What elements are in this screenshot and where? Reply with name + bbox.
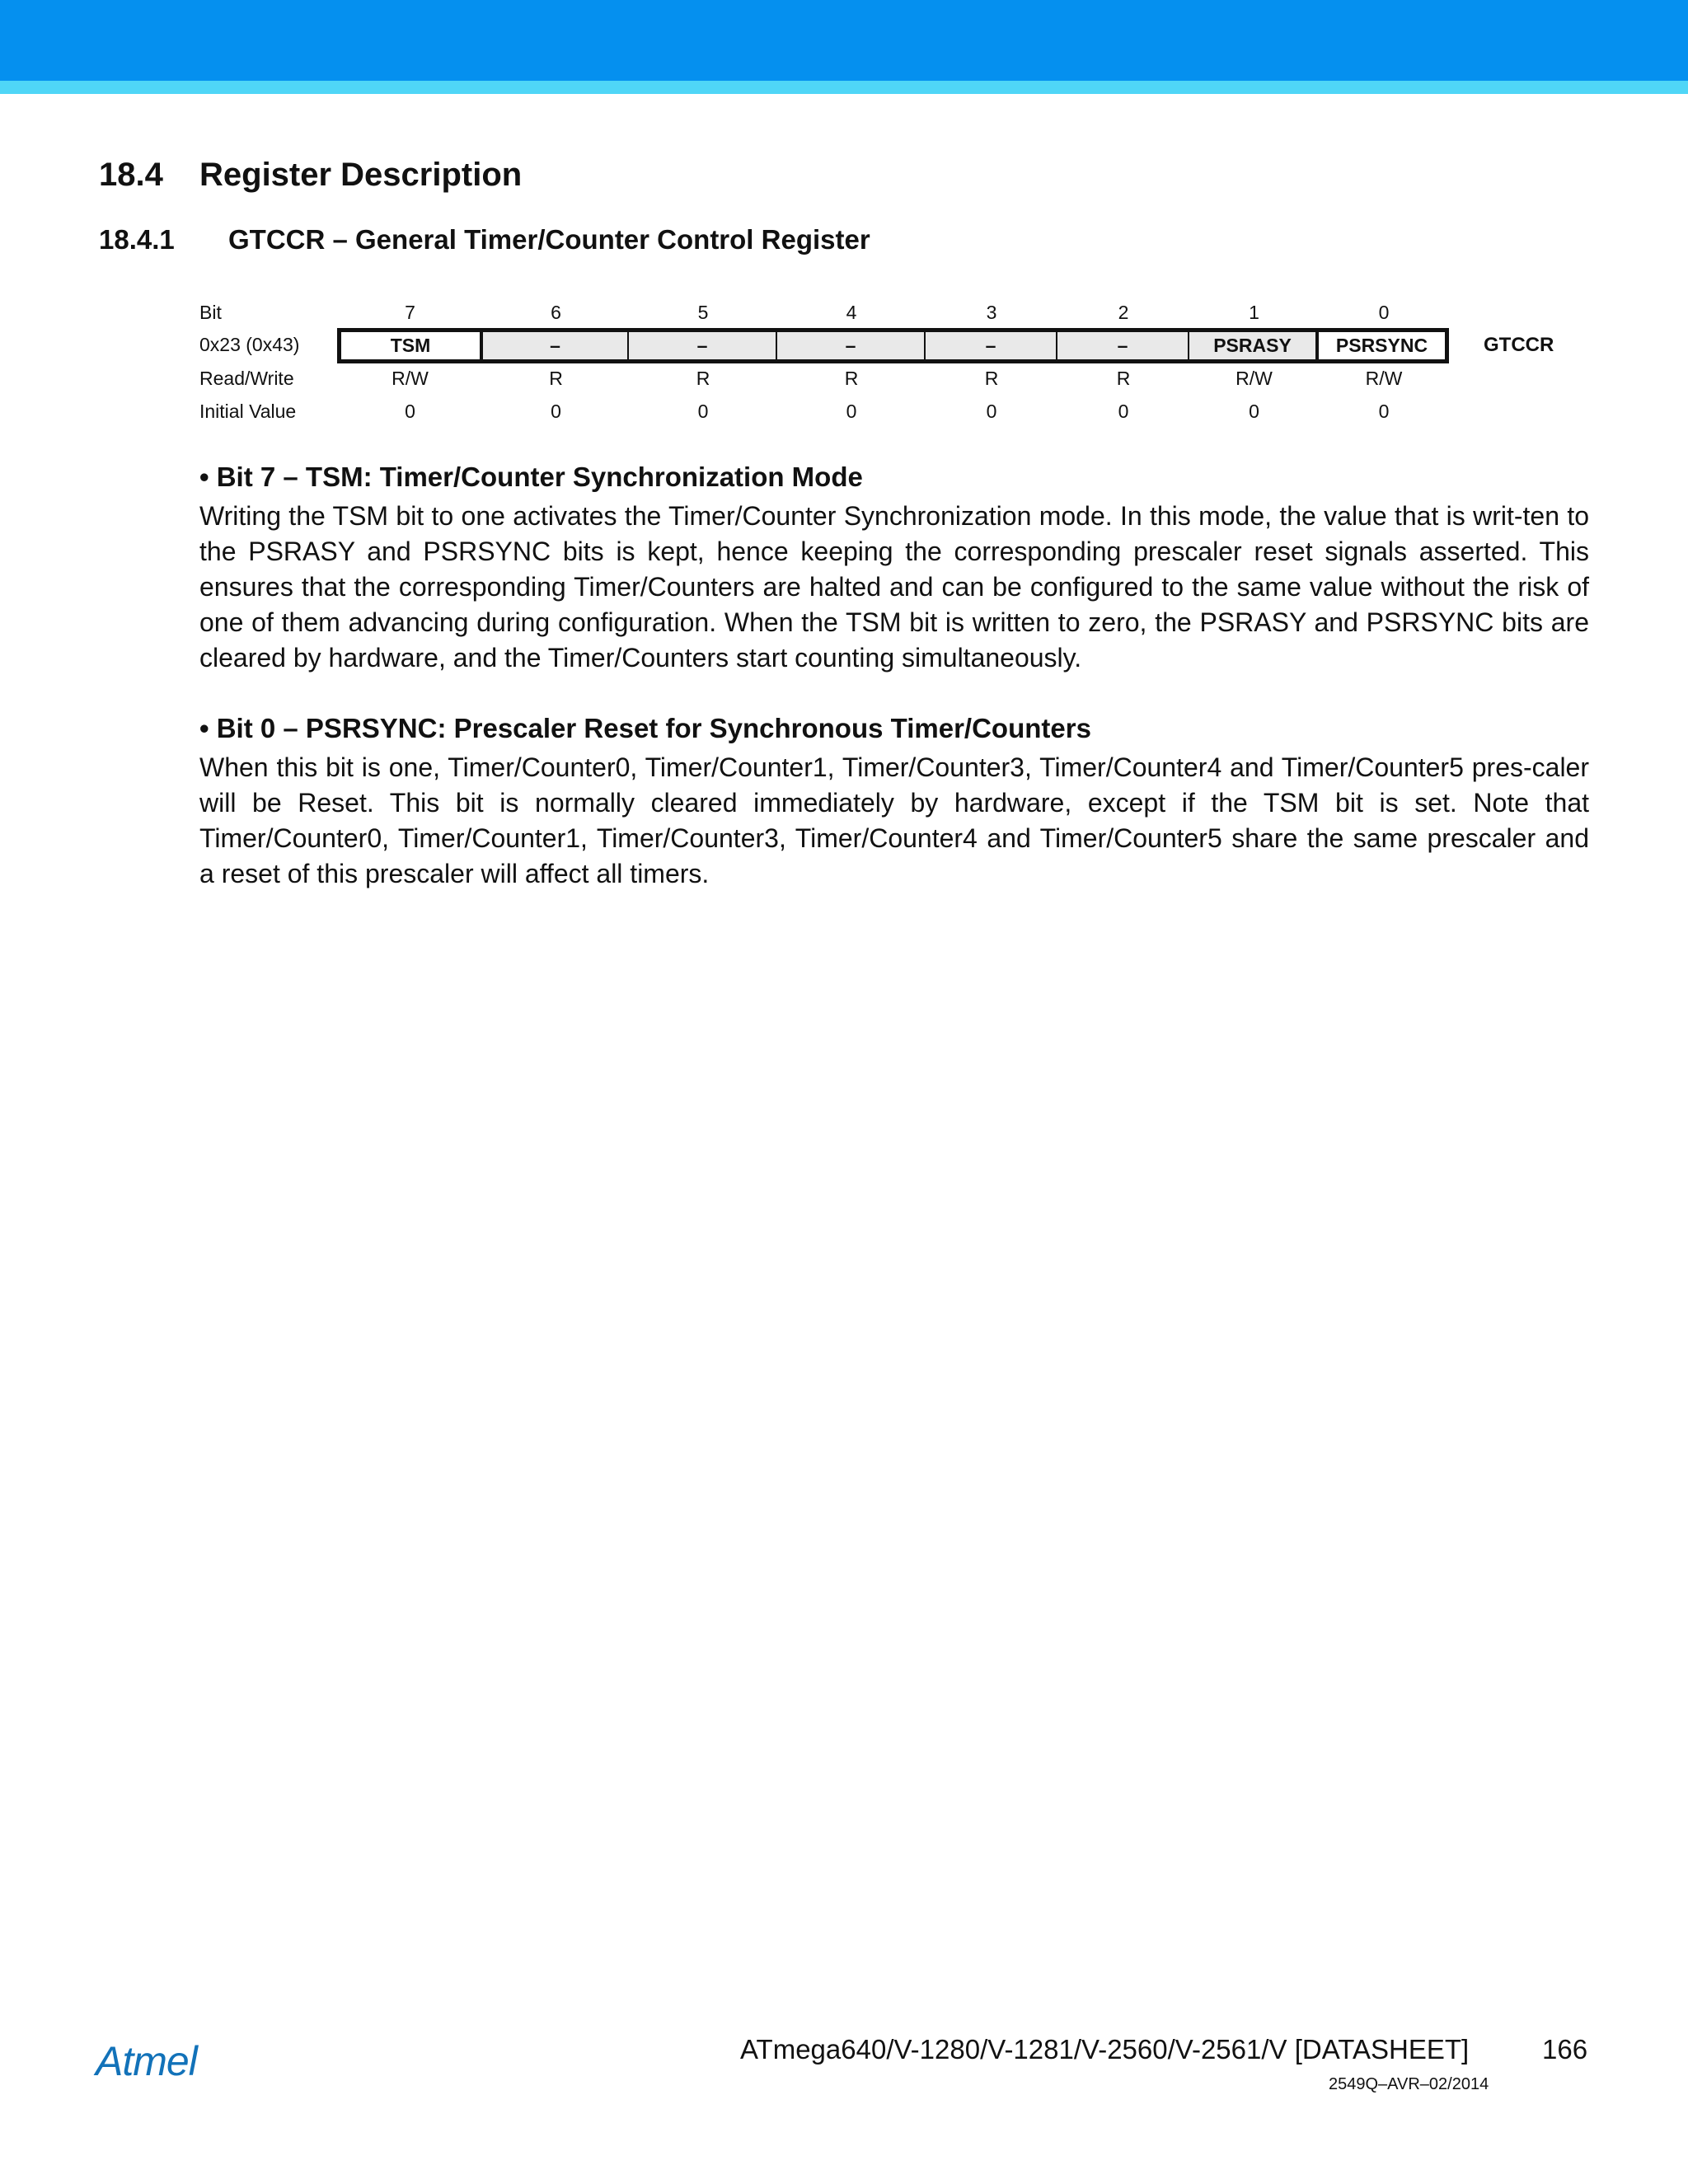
bit-access-2: R: [696, 368, 710, 389]
bit-initial-3: 0: [846, 401, 857, 422]
header-band: [0, 0, 1688, 81]
section-title: Register Description: [199, 157, 523, 193]
bit-access-0: R/W: [392, 368, 429, 389]
bit-field-6: PSRASY: [1189, 332, 1319, 359]
footer-document-title: ATmega640/V-1280/V-1281/V-2560/V-2561/V [DATASHEET]: [740, 2034, 1470, 2064]
subsection-heading: [99, 224, 870, 255]
bit-access-5: R: [1116, 368, 1131, 389]
header-stripe: [0, 81, 1688, 94]
row-label-bit: Bit: [199, 302, 222, 323]
bit-initial-2: 0: [697, 401, 709, 422]
bit0-description: When this bit is one, Timer/Counter0, Timer/Counter1, Timer/Counter3, Timer/Counter4 and Timer/Counter5 pres-caler will be Reset. This bit is normally cleared immediately by hardware, except if the TSM bit is set. Note that Timer/Counter0, Timer/Counter1, Timer/Counter3, Timer/Counter4 and Timer/Counter5 share the same prescaler and a reset of this prescaler will affect all timers.: [199, 752, 1589, 888]
register-name: GTCCR: [1484, 334, 1554, 356]
bit-access-6: R/W: [1236, 368, 1273, 389]
bit-field-1: –: [483, 332, 629, 359]
document-code: 2549Q–AVR–02/2014: [1329, 2075, 1489, 2093]
bit-access-4: R: [984, 368, 999, 389]
bit-access-1: R: [549, 368, 563, 389]
section-heading: [99, 157, 522, 194]
bit-field-4: –: [926, 332, 1057, 359]
page-number: 166: [1542, 2034, 1588, 2064]
row-label-rw: Read/Write: [199, 368, 294, 389]
section-number: 18.4: [99, 157, 163, 193]
bit-initial-4: 0: [986, 401, 997, 422]
bit-initial-6: 0: [1249, 401, 1259, 422]
bit-initial-0: 0: [405, 401, 415, 422]
bit7-heading: • Bit 7 – TSM: Timer/Counter Synchronization Mode: [199, 462, 863, 492]
bit-number-3: 4: [846, 302, 857, 323]
atmel-logo: Atmel: [96, 2038, 197, 2084]
bit-initial-5: 0: [1118, 401, 1129, 422]
bit-field-2: –: [629, 332, 777, 359]
bit7-description: Writing the TSM bit to one activates the Timer/Counter Synchronization mode. In this mode, the value that is writ-ten to the PSRASY and PSRSYNC bits is kept, hence keeping the corresponding prescaler reset signals asserted. This ensures that the corresponding Timer/Counters are halted and can be configured to the same value without the risk of one of them advancing during configuration. When the TSM bit is written to zero, the PSRASY and PSRSYNC bits are cleared by hardware, and the Timer/Counters start counting simultaneously.: [199, 501, 1589, 673]
bit-number-7: 0: [1378, 302, 1390, 323]
bit-field-5: –: [1057, 332, 1189, 359]
bit-initial-1: 0: [551, 401, 561, 422]
subsection-title: GTCCR – General Timer/Counter Control Register: [228, 224, 870, 255]
bit-number-4: 3: [986, 302, 997, 323]
bit-number-2: 5: [697, 302, 709, 323]
register-bits: [337, 328, 1449, 363]
bit0-heading: • Bit 0 – PSRSYNC: Prescaler Reset for Synchronous Timer/Counters: [199, 713, 1091, 743]
row-label-address: 0x23 (0x43): [199, 334, 300, 355]
bit-access-7: R/W: [1365, 368, 1403, 389]
bit-field-0: TSM: [341, 332, 483, 359]
subsection-number: 18.4.1: [99, 224, 175, 255]
bit-access-3: R: [844, 368, 859, 389]
row-label-init: Initial Value: [199, 401, 297, 422]
bit-number-6: 1: [1249, 302, 1259, 323]
bit-number-0: 7: [405, 302, 415, 323]
bit-field-3: –: [777, 332, 926, 359]
bit-number-1: 6: [551, 302, 561, 323]
bit-number-5: 2: [1118, 302, 1129, 323]
bit-initial-7: 0: [1378, 401, 1390, 422]
bit-field-7: PSRSYNC: [1319, 332, 1445, 359]
